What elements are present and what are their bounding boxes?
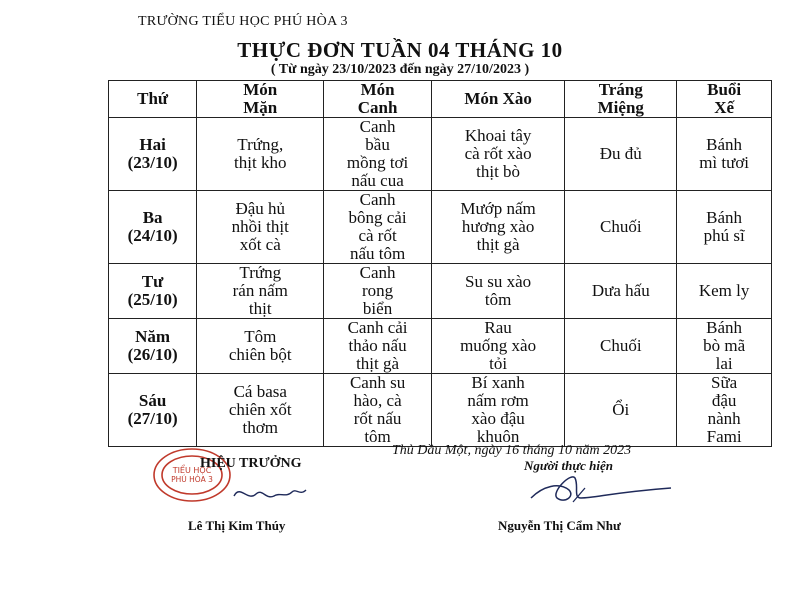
- column-header-line: Thứ: [137, 89, 169, 108]
- cell-line: Tư: [141, 272, 164, 291]
- preparer-name: Nguyễn Thị Cẩm Như: [498, 518, 621, 533]
- cell-man: [197, 118, 324, 191]
- cell-line: Canh: [359, 190, 396, 209]
- cell-line: (23/10): [127, 153, 178, 172]
- cell-canh: [324, 191, 432, 264]
- cell-day: [109, 118, 197, 191]
- preparer-role: Người thực hiện: [524, 458, 614, 473]
- column-header-line: Canh: [357, 98, 398, 117]
- cell-line: chiên bột: [228, 345, 292, 364]
- column-header: [677, 81, 772, 118]
- cell-line: Năm: [135, 327, 171, 346]
- cell-line: Chuối: [600, 336, 642, 355]
- cell-line: Đậu hủ: [235, 199, 286, 218]
- cell-man: [197, 264, 324, 319]
- cell-trang: [565, 191, 677, 264]
- cell-line: Trứng: [239, 263, 282, 282]
- cell-line: thơm: [242, 418, 278, 437]
- cell-line: hào, cà: [353, 391, 402, 410]
- column-header: [324, 81, 432, 118]
- cell-line: Đu đủ: [599, 144, 642, 163]
- principal-signature: [230, 478, 310, 508]
- cell-line: Bánh: [706, 135, 743, 154]
- cell-line: Canh su: [349, 373, 406, 392]
- cell-line: Bí xanh: [471, 373, 525, 392]
- cell-line: mồng tơi: [346, 153, 409, 172]
- cell-line: muống xào: [460, 336, 537, 355]
- cell-line: hương xào: [461, 217, 535, 236]
- cell-line: nấm rơm: [467, 391, 529, 410]
- cell-line: Ba: [142, 208, 163, 227]
- cell-man: [197, 319, 324, 374]
- cell-line: (25/10): [127, 290, 178, 309]
- cell-line: Trứng,: [237, 135, 284, 154]
- cell-line: (26/10): [127, 345, 178, 364]
- cell-xao: [431, 118, 564, 191]
- page-title: THỰC ĐƠN TUẦN 04 THÁNG 10: [237, 38, 563, 62]
- cell-line: chiên xốt: [228, 400, 292, 419]
- seal-text: TIỂU HỌC: [172, 466, 212, 475]
- cell-line: rán nấm: [232, 281, 288, 300]
- cell-canh: [324, 319, 432, 374]
- column-header-line: Mặn: [243, 98, 278, 117]
- table-row: [109, 319, 772, 374]
- cell-line: Cá basa: [233, 382, 287, 401]
- table-row: [109, 191, 772, 264]
- cell-line: khuôn: [476, 427, 520, 446]
- cell-line: tỏi: [489, 354, 508, 373]
- cell-canh: [324, 118, 432, 191]
- table-header-row: [109, 81, 772, 118]
- cell-xao: [431, 374, 564, 447]
- principal-name: Lê Thị Kim Thúy: [188, 518, 286, 533]
- cell-line: bông cải: [348, 208, 407, 227]
- cell-canh: [324, 264, 432, 319]
- principal-role: HIỆU TRƯỞNG: [200, 456, 302, 471]
- cell-trang: [565, 264, 677, 319]
- cell-xe: [677, 319, 772, 374]
- table-row: [109, 374, 772, 447]
- table-body: [109, 118, 772, 447]
- cell-line: Bánh: [706, 318, 743, 337]
- cell-line: nành: [707, 409, 741, 428]
- cell-line: rong: [361, 281, 394, 300]
- cell-line: Rau: [484, 318, 512, 337]
- cell-line: Canh: [359, 117, 396, 136]
- cell-line: nhồi thịt: [231, 217, 289, 236]
- cell-line: biển: [362, 299, 393, 318]
- table-row: [109, 264, 772, 319]
- column-header: [197, 81, 324, 118]
- cell-line: thịt gà: [356, 354, 400, 373]
- cell-line: Canh: [359, 263, 396, 282]
- cell-line: thịt gà: [476, 235, 520, 254]
- cell-xe: [677, 118, 772, 191]
- table-row: [109, 118, 772, 191]
- cell-trang: [565, 319, 677, 374]
- menu-table: [108, 80, 772, 447]
- cell-xao: [431, 319, 564, 374]
- cell-line: (27/10): [127, 409, 178, 428]
- cell-day: [109, 264, 197, 319]
- svg-text:PHÚ HÒA 3: PHÚ HÒA 3: [171, 475, 213, 484]
- cell-canh: [324, 374, 432, 447]
- column-header-line: Buổi: [707, 80, 742, 99]
- cell-day: [109, 374, 197, 447]
- cell-line: Fami: [706, 427, 742, 446]
- cell-line: thảo nấu: [348, 336, 407, 355]
- cell-line: Kem ly: [698, 281, 750, 300]
- cell-line: Su su xào: [465, 272, 532, 291]
- cell-line: xào đậu: [471, 409, 525, 428]
- cell-line: rốt nấu: [353, 409, 402, 428]
- cell-line: cà rốt: [358, 226, 397, 245]
- column-header-line: Món: [243, 80, 278, 99]
- cell-line: Hai: [139, 135, 166, 154]
- cell-line: cà rốt xào: [464, 144, 532, 163]
- cell-xe: [677, 264, 772, 319]
- column-header: [109, 81, 197, 118]
- cell-line: mì tươi: [699, 153, 750, 172]
- cell-xao: [431, 191, 564, 264]
- cell-line: bầu: [365, 135, 390, 154]
- cell-line: thịt: [248, 299, 272, 318]
- preparer-signature: [525, 468, 675, 512]
- cell-trang: [565, 118, 677, 191]
- place-date: Thủ Dầu Một, ngày 16 tháng 10 năm 2023: [392, 443, 632, 458]
- cell-line: Sáu: [138, 391, 167, 410]
- column-header: [565, 81, 677, 118]
- cell-line: xốt cà: [239, 235, 281, 254]
- cell-man: [197, 191, 324, 264]
- cell-line: Bánh: [706, 208, 743, 227]
- cell-line: Canh cải: [347, 318, 408, 337]
- column-header-line: Xế: [714, 98, 735, 117]
- cell-line: Khoai tây: [464, 126, 532, 145]
- cell-line: tôm: [364, 427, 391, 446]
- cell-trang: [565, 374, 677, 447]
- school-name: TRƯỜNG TIỂU HỌC PHÚ HÒA 3: [138, 14, 348, 29]
- cell-day: [109, 191, 197, 264]
- cell-day: [109, 319, 197, 374]
- cell-line: nấu tôm: [349, 244, 406, 263]
- cell-line: phú sĩ: [703, 226, 745, 245]
- cell-xe: [677, 191, 772, 264]
- cell-line: tôm: [484, 290, 512, 309]
- cell-line: lai: [715, 354, 733, 373]
- column-header-line: Món Xào: [464, 89, 532, 108]
- cell-xe: [677, 374, 772, 447]
- cell-line: Ổi: [612, 400, 630, 419]
- column-header-line: Miệng: [597, 98, 644, 117]
- column-header-line: Tráng: [598, 80, 643, 99]
- cell-line: bò mã: [703, 336, 746, 355]
- cell-line: Sữa: [711, 373, 738, 392]
- cell-xao: [431, 264, 564, 319]
- cell-line: Chuối: [600, 217, 642, 236]
- cell-line: thịt bò: [476, 162, 521, 181]
- date-range: ( Từ ngày 23/10/2023 đến ngày 27/10/2023 ): [270, 62, 530, 77]
- cell-line: nấu cua: [351, 171, 404, 190]
- cell-line: Dưa hấu: [591, 281, 650, 300]
- cell-line: đậu: [711, 391, 737, 410]
- cell-line: (24/10): [127, 226, 178, 245]
- cell-man: [197, 374, 324, 447]
- column-header: [431, 81, 564, 118]
- cell-line: Mướp nấm: [460, 199, 536, 218]
- cell-line: Tôm: [244, 327, 277, 346]
- column-header-line: Món: [360, 80, 395, 99]
- cell-line: thịt kho: [234, 153, 287, 172]
